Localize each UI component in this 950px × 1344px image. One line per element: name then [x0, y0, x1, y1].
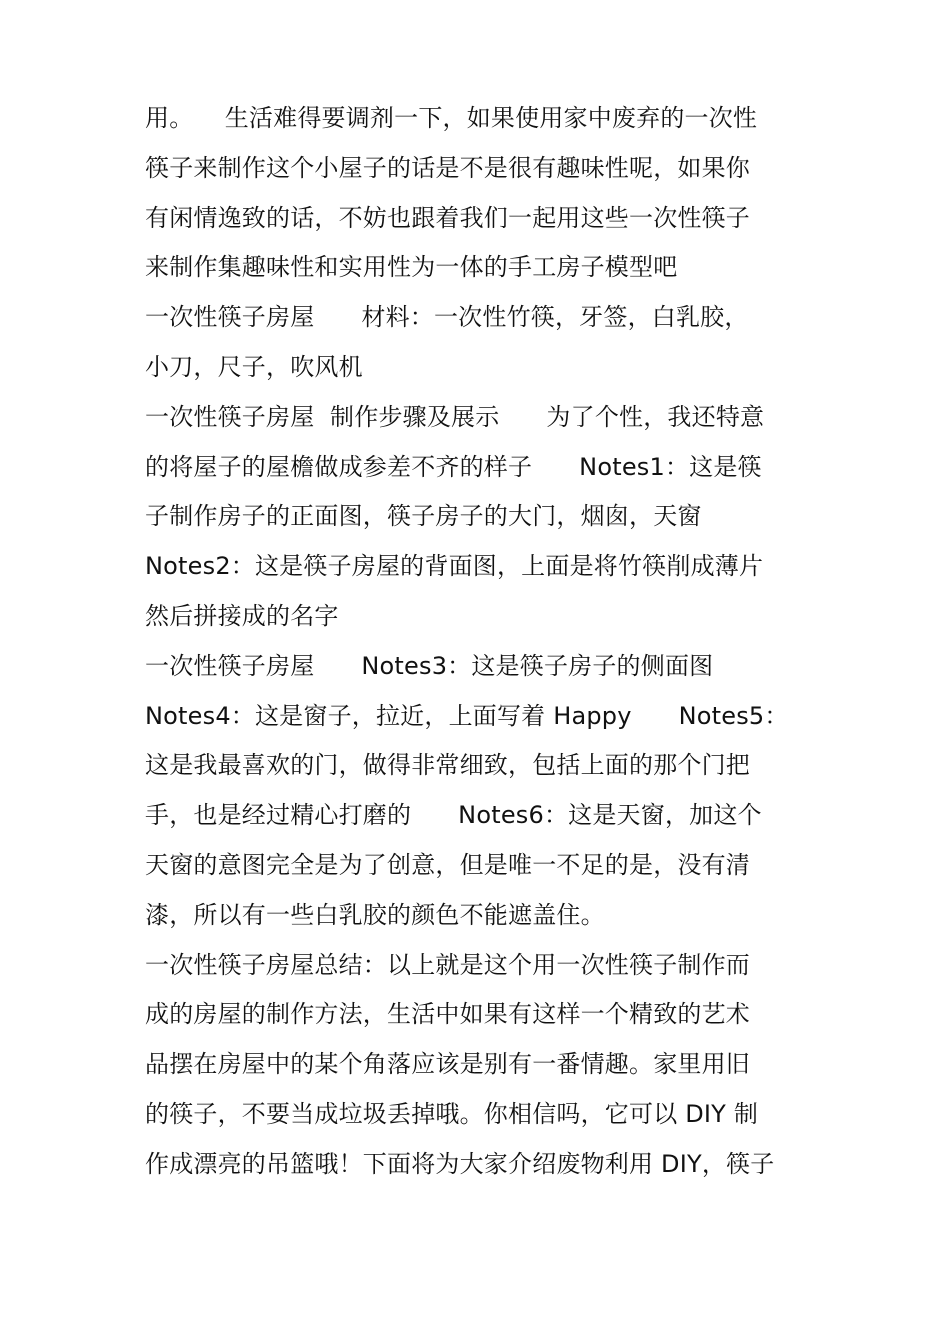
text-line: 小刀，尺子，吹风机	[145, 352, 363, 381]
text-line: Notes2：这是筷子房屋的背面图，上面是将竹筷削成薄片	[145, 552, 764, 581]
text-line: 用。 生活难得要调剂一下，如果使用家中废弃的一次性	[145, 104, 758, 132]
text-line: 一次性筷子房屋总结：以上就是这个用一次性筷子制作而	[145, 950, 750, 979]
text-line: 的筷子，不要当成垃圾丢掉哦。你相信吗，它可以 DIY 制	[145, 1099, 759, 1128]
text-line: 一次性筷子房屋 Notes3：这是筷子房子的侧面图	[145, 651, 714, 680]
text-line: 成的房屋的制作方法，生活中如果有这样一个精致的艺术	[145, 1000, 750, 1029]
text-line: 一次性筷子房屋 制作步骤及展示 为了个性，我还特意	[145, 402, 765, 431]
body-text	[145, 94, 825, 1190]
text-line: 这是我最喜欢的门，做得非常细致，包括上面的那个门把	[145, 751, 750, 780]
text-line: 品摆在房屋中的某个角落应该是别有一番情趣。家里用旧	[145, 1050, 750, 1079]
text-line: 子制作房子的正面图，筷子房子的大门，烟囱，天窗	[145, 502, 702, 531]
text-line: 作成漂亮的吊篮哦！下面将为大家介绍废物利用 DIY，筷子	[145, 1149, 775, 1178]
text-line: Notes4：这是窗子，拉近，上面写着 Happy Notes5：	[145, 701, 789, 730]
text-line: 手，也是经过精心打磨的 Notes6：这是天窗，加这个	[145, 801, 762, 830]
text-line: 天窗的意图完全是为了创意，但是唯一不足的是，没有清	[145, 850, 750, 879]
text-line: 漆，所以有一些白乳胶的颜色不能遮盖住。	[145, 900, 605, 929]
text-line: 一次性筷子房屋 材料：一次性竹筷，牙签，白乳胶，	[145, 303, 749, 332]
text-line: 来制作集趣味性和实用性为一体的手工房子模型吧	[145, 253, 678, 282]
text-line: 的将屋子的屋檐做成参差不齐的样子 Notes1：这是筷	[145, 452, 762, 481]
text-line: 有闲情逸致的话，不妨也跟着我们一起用这些一次性筷子	[145, 203, 750, 232]
text-line: 筷子来制作这个小屋子的话是不是很有趣味性呢，如果你	[145, 153, 750, 182]
text-line: 然后拼接成的名字	[145, 601, 339, 630]
